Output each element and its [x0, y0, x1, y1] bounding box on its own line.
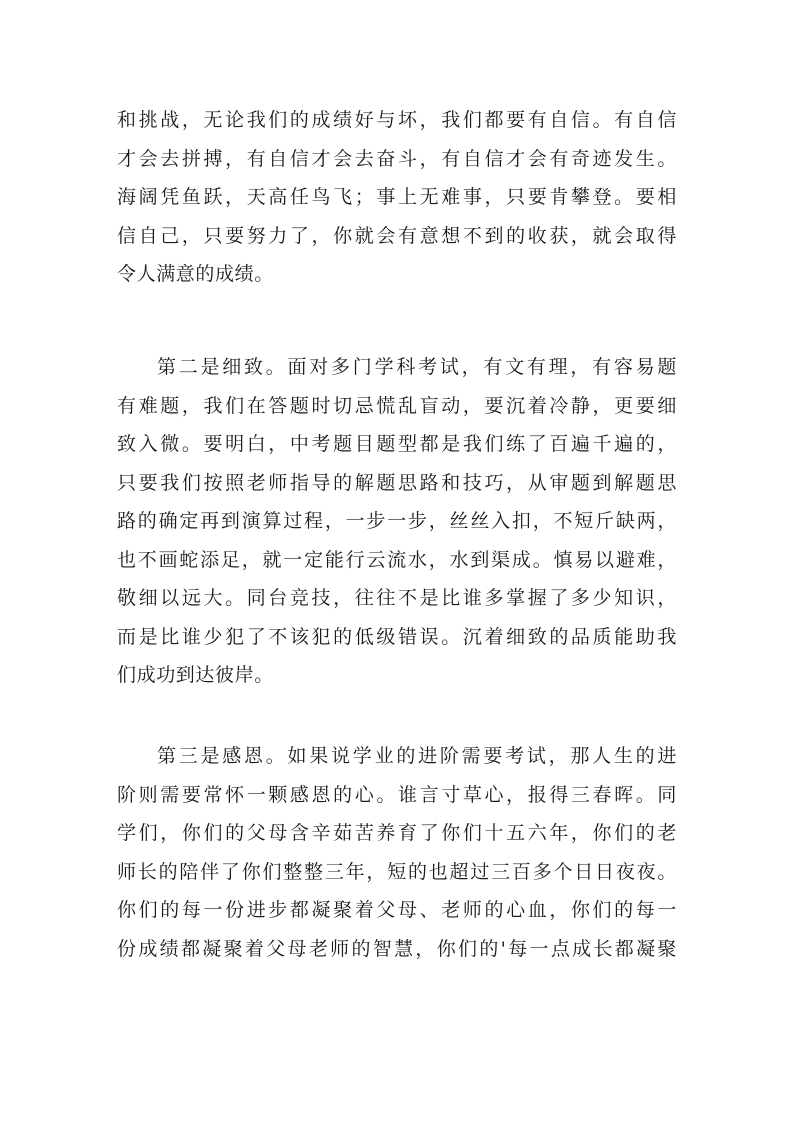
text-line: 第三是感恩。如果说学业的进阶需要考试，那人生的进 — [157, 745, 677, 767]
text-line: 而是比谁少犯了不该犯的低级错误。沉着细致的品质能助我 — [117, 625, 677, 648]
text-line: 第二是细致。面对多门学科考试，有文有理，有容易题 — [157, 356, 677, 378]
text-line: 路的确定再到演算过程，一步一步，丝丝入扣，不短斤缺两， — [117, 510, 677, 532]
text-line: 份成绩都凝聚着父母老师的智慧，你们的'每一点成长都凝聚 — [117, 937, 677, 960]
text-line: 致入微。要明白，中考题目题型都是我们练了百遍千遍的， — [117, 433, 677, 455]
paragraph-confidence — [117, 101, 677, 294]
text-line: 学们，你们的父母含辛茹苦养育了你们十五六年，你们的老 — [117, 822, 677, 844]
text-line: 有难题，我们在答题时切忌慌乱盲动，要沉着冷静，更要细 — [117, 394, 677, 417]
text-line: 和挑战，无论我们的成绩好与坏，我们都要有自信。有自信 — [117, 109, 677, 131]
text-line: 们成功到达彼岸。 — [117, 664, 274, 686]
text-line: 令人满意的成绩。 — [117, 263, 274, 285]
text-line: 才会去拼搏，有自信才会去奋斗，有自信才会有奇迹发生。 — [117, 147, 677, 170]
text-line: 敬细以远大。同台竞技，往往不是比谁多掌握了多少知识， — [117, 587, 677, 609]
paragraph-meticulous — [117, 348, 677, 695]
text-line: 你们的每一份进步都凝聚着父母、老师的心血，你们的每一 — [117, 899, 677, 921]
text-line: 也不画蛇添足，就一定能行云流水，水到渠成。慎易以避难， — [117, 548, 677, 571]
text-line: 信自己，只要努力了，你就会有意想不到的收获，就会取得 — [117, 224, 677, 247]
text-line: 师长的陪伴了你们整整三年，短的也超过三百多个日日夜夜。 — [117, 860, 677, 883]
text-line: 阶则需要常怀一颗感恩的心。谁言寸草心，报得三春晖。同 — [117, 783, 677, 806]
paragraph-gratitude — [117, 737, 677, 968]
text-line: 只要我们按照老师指导的解题思路和技巧，从审题到解题思 — [117, 471, 677, 494]
text-line: 海阔凭鱼跃，天高任鸟飞；事上无难事，只要肯攀登。要相 — [117, 186, 677, 208]
